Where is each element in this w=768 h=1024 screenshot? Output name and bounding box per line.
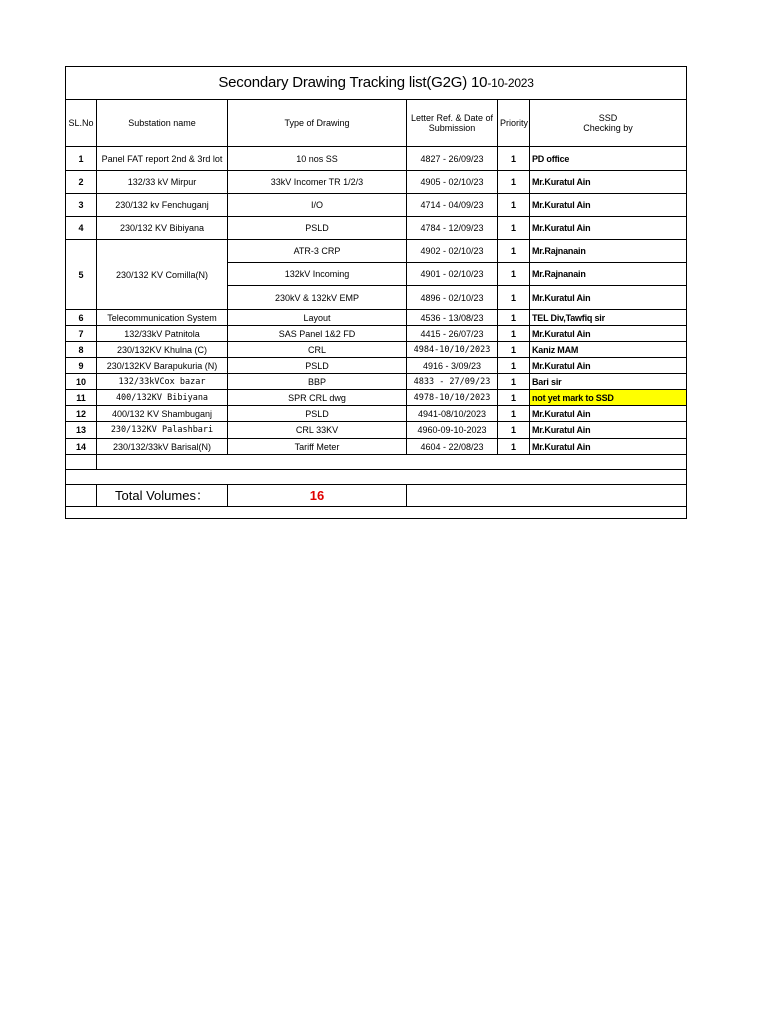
blank-cell: [66, 455, 97, 470]
cell-letter: 4901 - 02/10/23: [407, 263, 498, 286]
cell-checker: Mr.Kuratul Ain: [530, 286, 687, 310]
cell-letter: 4604 - 22/08/23: [407, 439, 498, 455]
title-main: Secondary Drawing Tracking list(G2G) 10: [218, 74, 488, 91]
cell-sl: 13: [66, 422, 97, 439]
table-row: [66, 171, 687, 194]
blank-cell: [66, 485, 97, 507]
header-ssd: [530, 100, 687, 147]
cell-letter: 4941-08/10/2023: [407, 406, 498, 422]
table-row: [66, 240, 687, 263]
cell-substation: Panel FAT report 2nd & 3rd lot: [97, 147, 228, 171]
cell-checker: Mr.Kuratul Ain: [530, 171, 687, 194]
cell-substation: 230/132KV Khulna (C): [97, 342, 228, 358]
cell-type: 230kV & 132kV EMP: [228, 286, 407, 310]
cell-checker: Bari sir: [530, 374, 687, 390]
cell-sl: 6: [66, 310, 97, 326]
cell-substation: Telecommunication System: [97, 310, 228, 326]
cell-priority: 1: [498, 286, 530, 310]
blank-cell: [66, 470, 687, 485]
cell-substation: 230/132/33kV Barisal(N): [97, 439, 228, 455]
cell-priority: 1: [498, 310, 530, 326]
cell-checker: Mr.Kuratul Ain: [530, 406, 687, 422]
cell-sl: 4: [66, 217, 97, 240]
blank-cell: [66, 507, 687, 519]
cell-substation: 400/132 KV Shambuganj: [97, 406, 228, 422]
cell-sl: 5: [66, 240, 97, 310]
cell-priority: 1: [498, 439, 530, 455]
header-sl: SL.No: [66, 100, 97, 147]
cell-priority: 1: [498, 240, 530, 263]
cell-type: 33kV Incomer TR 1/2/3: [228, 171, 407, 194]
cell-priority: 1: [498, 326, 530, 342]
cell-checker: Kaniz MAM: [530, 342, 687, 358]
sheet-title: [66, 67, 687, 100]
cell-type: PSLD: [228, 358, 407, 374]
cell-letter: 4916 - 3/09/23: [407, 358, 498, 374]
cell-priority: 1: [498, 147, 530, 171]
cell-letter: 4978-10/10/2023: [407, 390, 498, 406]
cell-letter: 4833 - 27/09/23: [407, 374, 498, 390]
cell-priority: 1: [498, 422, 530, 439]
cell-checker: Mr.Kuratul Ain: [530, 439, 687, 455]
cell-checker: Mr.Rajnanain: [530, 240, 687, 263]
table-row: [66, 147, 687, 171]
cell-substation: 132/33kV Patnitola: [97, 326, 228, 342]
table-row: [66, 342, 687, 358]
cell-priority: 1: [498, 358, 530, 374]
cell-sl: 11: [66, 390, 97, 406]
cell-type: CRL 33KV: [228, 422, 407, 439]
cell-checker: TEL Div,Tawfiq sir: [530, 310, 687, 326]
cell-priority: 1: [498, 342, 530, 358]
table-row: [66, 439, 687, 455]
cell-letter: 4905 - 02/10/23: [407, 171, 498, 194]
cell-priority: 1: [498, 171, 530, 194]
cell-letter: 4960-09-10-2023: [407, 422, 498, 439]
cell-priority: 1: [498, 263, 530, 286]
blank-row: [66, 455, 687, 470]
cell-priority: 1: [498, 194, 530, 217]
cell-substation: 400/132KV Bibiyana: [97, 390, 228, 406]
cell-type: PSLD: [228, 217, 407, 240]
cell-letter: 4714 - 04/09/23: [407, 194, 498, 217]
table-row: [66, 406, 687, 422]
cell-sl: 7: [66, 326, 97, 342]
cell-letter: 4784 - 12/09/23: [407, 217, 498, 240]
header-type: Type of Drawing: [228, 100, 407, 147]
cell-substation: 230/132KV Palashbari: [97, 422, 228, 439]
cell-substation: 230/132KV Barapukuria (N): [97, 358, 228, 374]
table-row: [66, 194, 687, 217]
cell-priority: 1: [498, 374, 530, 390]
table-row: [66, 422, 687, 439]
cell-type: Tariff Meter: [228, 439, 407, 455]
cell-letter: 4896 - 02/10/23: [407, 286, 498, 310]
table-row: [66, 310, 687, 326]
cell-substation: 132/33 kV Mirpur: [97, 171, 228, 194]
cell-type: PSLD: [228, 406, 407, 422]
blank-cell: [407, 485, 687, 507]
cell-type: SAS Panel 1&2 FD: [228, 326, 407, 342]
total-volumes-value: 16: [228, 485, 407, 507]
cell-type: Layout: [228, 310, 407, 326]
blank-row: [66, 507, 687, 519]
cell-type: BBP: [228, 374, 407, 390]
cell-checker: Mr.Kuratul Ain: [530, 422, 687, 439]
cell-checker: Mr.Kuratul Ain: [530, 326, 687, 342]
table-row: [66, 374, 687, 390]
header-priority: Priority: [498, 100, 530, 147]
cell-type: ATR-3 CRP: [228, 240, 407, 263]
cell-letter: 4984-10/10/2023: [407, 342, 498, 358]
blank-cell: [97, 455, 687, 470]
blank-row: [66, 470, 687, 485]
header-letter: Letter Ref. & Date of Submission: [407, 100, 498, 147]
title-date: -10-2023: [487, 76, 534, 90]
cell-letter: 4415 - 26/07/23: [407, 326, 498, 342]
cell-checker: Mr.Kuratul Ain: [530, 358, 687, 374]
cell-sl: 10: [66, 374, 97, 390]
cell-sl: 12: [66, 406, 97, 422]
table-row: [66, 326, 687, 342]
cell-type: I/O: [228, 194, 407, 217]
cell-checker: PD office: [530, 147, 687, 171]
total-volumes-label: Total Volumes：: [97, 485, 228, 507]
cell-priority: 1: [498, 390, 530, 406]
total-row: [66, 485, 687, 507]
cell-checker-highlighted: not yet mark to SSD: [530, 390, 687, 406]
table-row: [66, 358, 687, 374]
cell-substation: 230/132 KV Bibiyana: [97, 217, 228, 240]
tracking-table: [65, 66, 687, 519]
cell-type: 132kV Incoming: [228, 263, 407, 286]
header-ssd-line2: Checking by: [583, 123, 633, 133]
cell-letter: 4827 - 26/09/23: [407, 147, 498, 171]
header-row: [66, 100, 687, 147]
cell-letter: 4536 - 13/08/23: [407, 310, 498, 326]
cell-type: CRL: [228, 342, 407, 358]
cell-sl: 8: [66, 342, 97, 358]
cell-checker: Mr.Kuratul Ain: [530, 217, 687, 240]
header-ssd-line1: SSD: [598, 113, 618, 123]
cell-priority: 1: [498, 406, 530, 422]
cell-letter: 4902 - 02/10/23: [407, 240, 498, 263]
cell-sl: 3: [66, 194, 97, 217]
cell-priority: 1: [498, 217, 530, 240]
cell-substation: 230/132 KV Comilla(N): [97, 240, 228, 310]
cell-type: SPR CRL dwg: [228, 390, 407, 406]
cell-sl: 2: [66, 171, 97, 194]
table-row: [66, 217, 687, 240]
header-substation: Substation name: [97, 100, 228, 147]
cell-checker: Mr.Kuratul Ain: [530, 194, 687, 217]
table-row: [66, 390, 687, 406]
cell-sl: 9: [66, 358, 97, 374]
cell-sl: 14: [66, 439, 97, 455]
cell-substation: 132/33kVCox bazar: [97, 374, 228, 390]
cell-checker: Mr.Rajnanain: [530, 263, 687, 286]
cell-substation: 230/132 kv Fenchuganj: [97, 194, 228, 217]
cell-type: 10 nos SS: [228, 147, 407, 171]
cell-sl: 1: [66, 147, 97, 171]
